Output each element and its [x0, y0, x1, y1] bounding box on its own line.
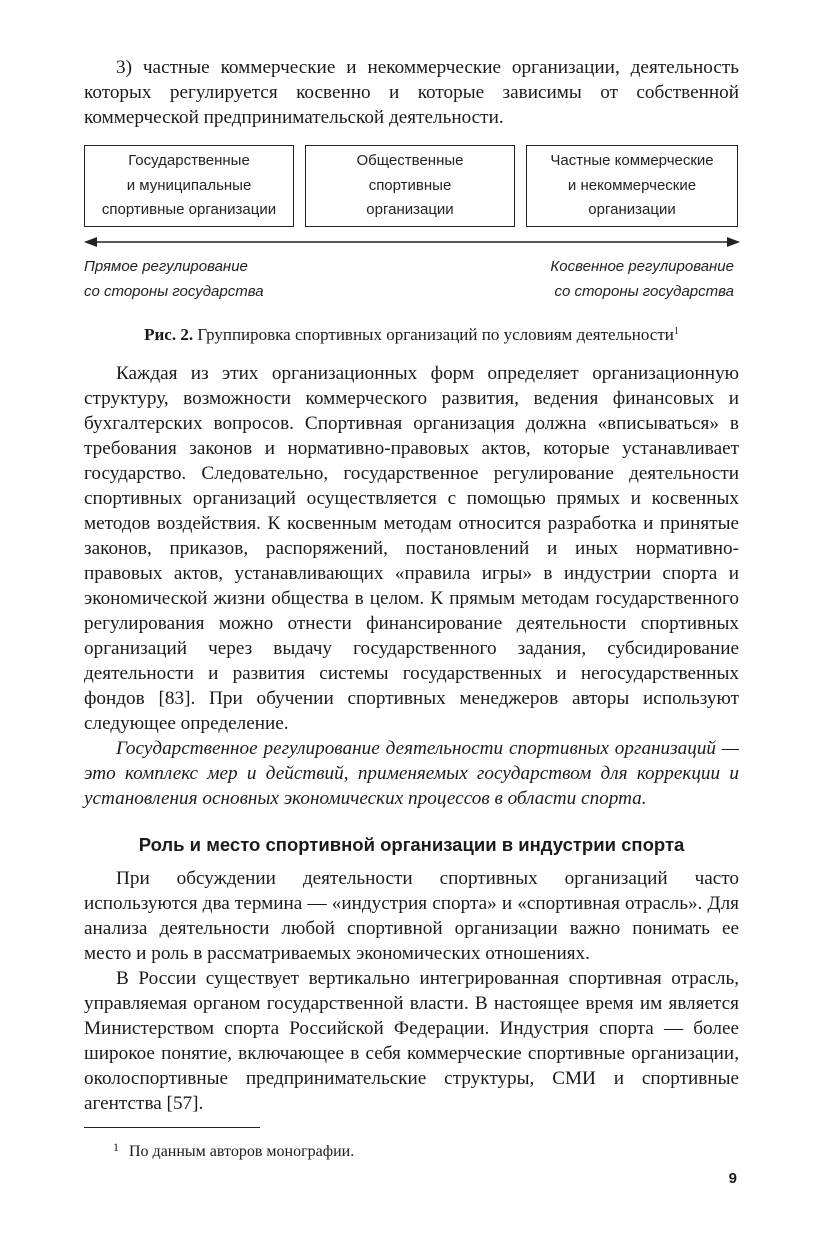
body-paragraph: В России существует вертикально интегрированная спортивная отрасль, управляемая органом государственной власти. В настоящее время им является Министерством спорта Российской Федерации. Индустрия спорта — более широкое понятие, включающее в себя коммерческие спортивные организации, околоспортивные предпринимательские структуры, СМИ и спортивные агентства [57]. [84, 968, 739, 1114]
box-line: организации [366, 201, 454, 219]
label-line: со стороны государства [84, 282, 264, 300]
definition-paragraph: Государственное регулирование деятельности спортивных организаций — это комплекс мер и действий, применяемых государством для коррекции и установления основных экономических процессов в области спорта. [84, 738, 739, 809]
box-line: Общественные [356, 152, 464, 170]
footnote-mark: 1 [113, 1140, 119, 1154]
box-line: организации [588, 201, 676, 219]
label-line: Косвенное регулирование [550, 258, 734, 275]
body-paragraph: Каждая из этих организационных форм определяет организационную структуру, возможности коммерческого развития, ведения финансовых и бухгалтерских вопросов. Спортивная организация должна «вписываться» в требования законов и нормативно-правовых актов, которые устанавливает государство. Следовательно, государственное регулирование деятельности спортивных организаций осуществляется с помощью прямых и косвенных методов воздействия. К косвенным методам относится разработка и принятые законов, приказов, распоряжений, постановлений и иных нормативно-правовых актов, устанавливающих «правила игры» в индустрии спорта и экономической жизни общества в целом. К прямым методам государственного регулирования можно отнести финансирование деятельности спортивных организаций через выдачу государственного задания, субсидирование деятельности и развития системы государственных и негосударственных фондов [83]. При обучении спортивных менеджеров авторы используют следующее определение. [84, 363, 739, 734]
box-line: и муниципальные [126, 176, 252, 194]
box-line: Государственные [128, 152, 250, 170]
footnote-divider [84, 1127, 260, 1128]
intro-list-item: 3) частные коммерческие и некоммерческие организации, деятельность которых регулируется косвенно и которые зависимы от собственной коммерческой предпринимательской деятельности. [84, 57, 739, 128]
box-line: и некоммерческие [567, 176, 697, 194]
box-public-organizations [305, 145, 515, 227]
direct-regulation-label [84, 255, 264, 304]
box-line: спортивные организации [101, 201, 277, 219]
indirect-regulation-label [550, 255, 734, 304]
box-private-organizations [526, 145, 738, 227]
caption-text: Группировка спортивных организаций по условиям деятельности [197, 325, 674, 344]
label-line: со стороны государства [554, 282, 734, 300]
box-line: спортивные [368, 176, 452, 194]
body-paragraph: При обсуждении деятельности спортивных организаций часто используются два термина — «индустрия спорта» и «спортивная отрасль». Для анализа деятельности любой спортивной организации важно понимать ее место и роль в рассматриваемых экономических отношениях. [84, 868, 739, 964]
double-arrow-icon [84, 233, 740, 251]
footnote-text: По данным авторов монографии. [129, 1143, 355, 1160]
caption-prefix: Рис. 2. [144, 325, 194, 344]
section-heading: Роль и место спортивной организации в индустрии спорта [138, 834, 685, 855]
box-line: Частные коммерческие [550, 152, 714, 170]
footnote [113, 1136, 354, 1163]
label-line: Прямое регулирование [84, 258, 248, 275]
page-number: 9 [728, 1170, 737, 1187]
footnote-mark: 1 [673, 326, 679, 337]
box-state-organizations [84, 145, 294, 227]
figure-caption [84, 320, 739, 347]
